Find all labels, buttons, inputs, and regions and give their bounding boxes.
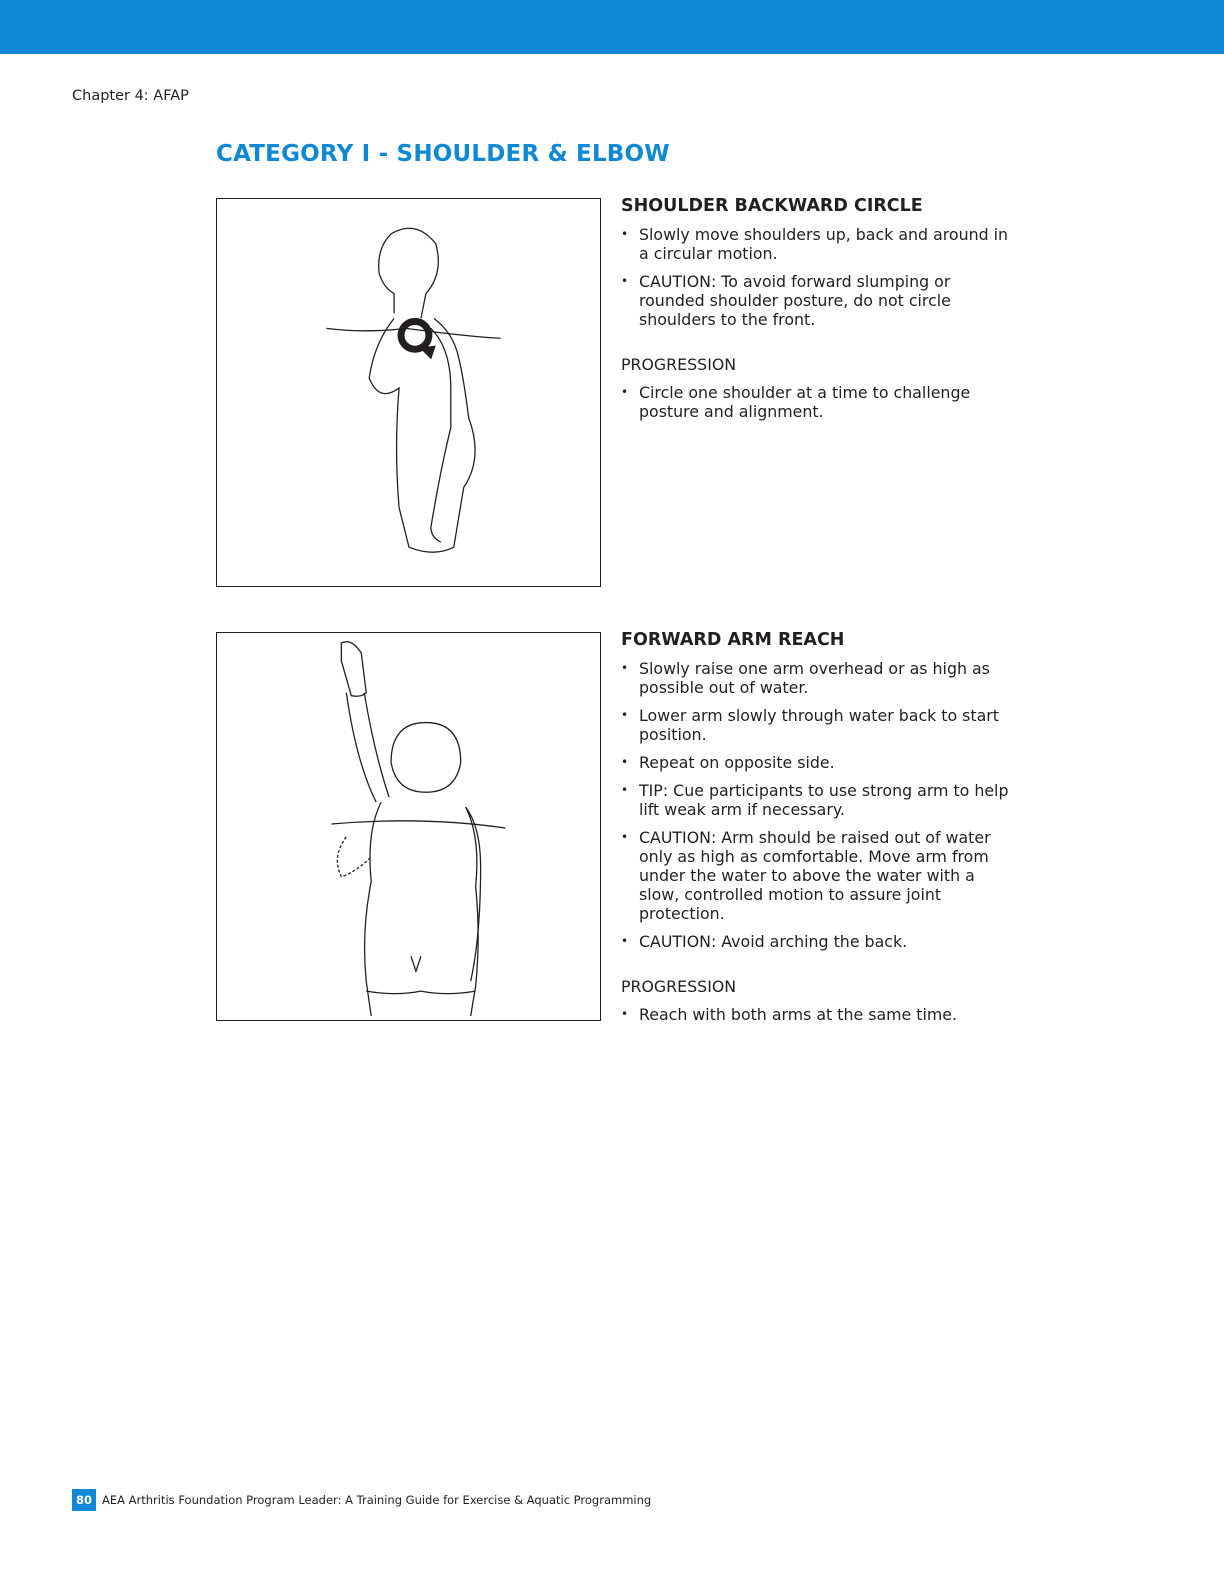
- footer: [72, 1489, 651, 1511]
- bullet: • TIP: Cue participants to use strong arm to help lift weak arm if necessary.: [621, 781, 1011, 819]
- bullet: • Lower arm slowly through water back to start position.: [621, 706, 1011, 744]
- bullet: • Slowly move shoulders up, back and around in a circular motion.: [621, 225, 1011, 263]
- bullet: • Slowly raise one arm overhead or as high as possible out of water.: [621, 659, 1011, 697]
- progression-label: PROGRESSION: [621, 355, 737, 374]
- bullet: • Circle one shoulder at a time to challenge posture and alignment.: [621, 383, 1011, 421]
- exercise-title: FORWARD ARM REACH: [621, 630, 845, 650]
- forward-arm-reach-illustration: [216, 632, 601, 1021]
- exercise-forward-arm-reach: [621, 631, 1011, 1033]
- header-bar: [0, 0, 1224, 54]
- footer-text: AEA Arthritis Foundation Program Leader: A Training Guide for Exercise & Aquatic Programming: [102, 1493, 652, 1507]
- progression-label: PROGRESSION: [621, 977, 737, 996]
- bullet: • CAUTION: Avoid arching the back.: [621, 932, 1011, 951]
- page-number: 80: [72, 1489, 96, 1511]
- shoulder-circle-illustration: [216, 198, 601, 587]
- exercise-title: SHOULDER BACKWARD CIRCLE: [621, 196, 923, 216]
- bullet: • CAUTION: To avoid forward slumping or rounded shoulder posture, do not circle shoulders to the front.: [621, 272, 1011, 329]
- category-title: CATEGORY I - SHOULDER & ELBOW: [216, 141, 670, 167]
- chapter-label: Chapter 4: AFAP: [72, 88, 189, 104]
- exercise-shoulder-backward-circle: [621, 197, 1011, 430]
- bullet: • CAUTION: Arm should be raised out of water only as high as comfortable. Move arm from under the water to above the water with a slow, controlled motion to assure joint protection.: [621, 828, 1011, 923]
- bullet: • Reach with both arms at the same time.: [621, 1005, 1011, 1024]
- bullet: • Repeat on opposite side.: [621, 753, 1011, 772]
